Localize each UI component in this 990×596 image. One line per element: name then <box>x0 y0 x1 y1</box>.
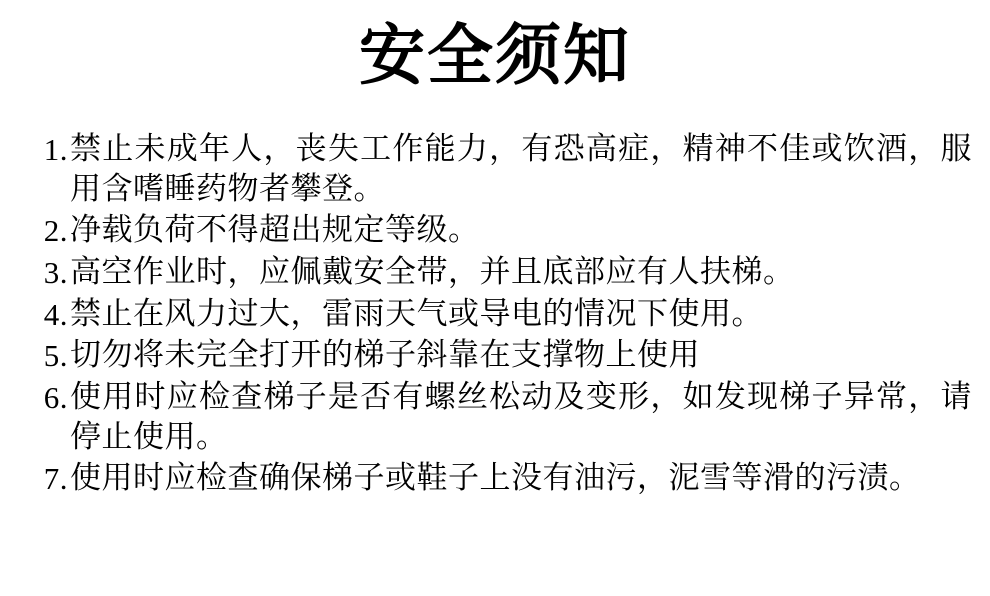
list-item-number: 5. <box>43 338 68 374</box>
list-item-text: 禁止在风力过大，雷雨天气或导电的情况下使用。 <box>70 295 763 332</box>
list-item <box>26 253 972 293</box>
page-title: 安全须知 <box>359 17 631 94</box>
list-item <box>26 459 972 499</box>
list-item-number: 4. <box>43 296 68 332</box>
list-item <box>26 295 972 335</box>
safety-notice-list <box>0 130 990 499</box>
list-item-number: 6. <box>43 379 68 415</box>
list-item-number: 7. <box>43 461 68 497</box>
list-item-number: 2. <box>43 213 68 249</box>
list-item <box>26 378 972 457</box>
list-item-text: 禁止未成年人，丧失工作能力，有恐高症，精神不佳或饮酒，服用含嗜睡药物者攀登。 <box>70 130 972 207</box>
list-item-text: 切勿将未完全打开的梯子斜靠在支撑物上使用 <box>70 337 700 374</box>
list-item-number: 1. <box>43 131 68 167</box>
list-item <box>26 211 972 251</box>
list-item-text: 高空作业时，应佩戴安全带，并且底部应有人扶梯。 <box>70 253 795 290</box>
list-item-text: 使用时应检查确保梯子或鞋子上没有油污，泥雪等滑的污渍。 <box>70 460 921 497</box>
list-item-text: 使用时应检查梯子是否有螺丝松动及变形，如发现梯子异常，请停止使用。 <box>70 378 972 455</box>
list-item-text: 净载负荷不得超出规定等级。 <box>70 212 480 249</box>
list-item <box>26 336 972 376</box>
list-item <box>26 130 972 209</box>
list-item-number: 3. <box>43 254 68 290</box>
